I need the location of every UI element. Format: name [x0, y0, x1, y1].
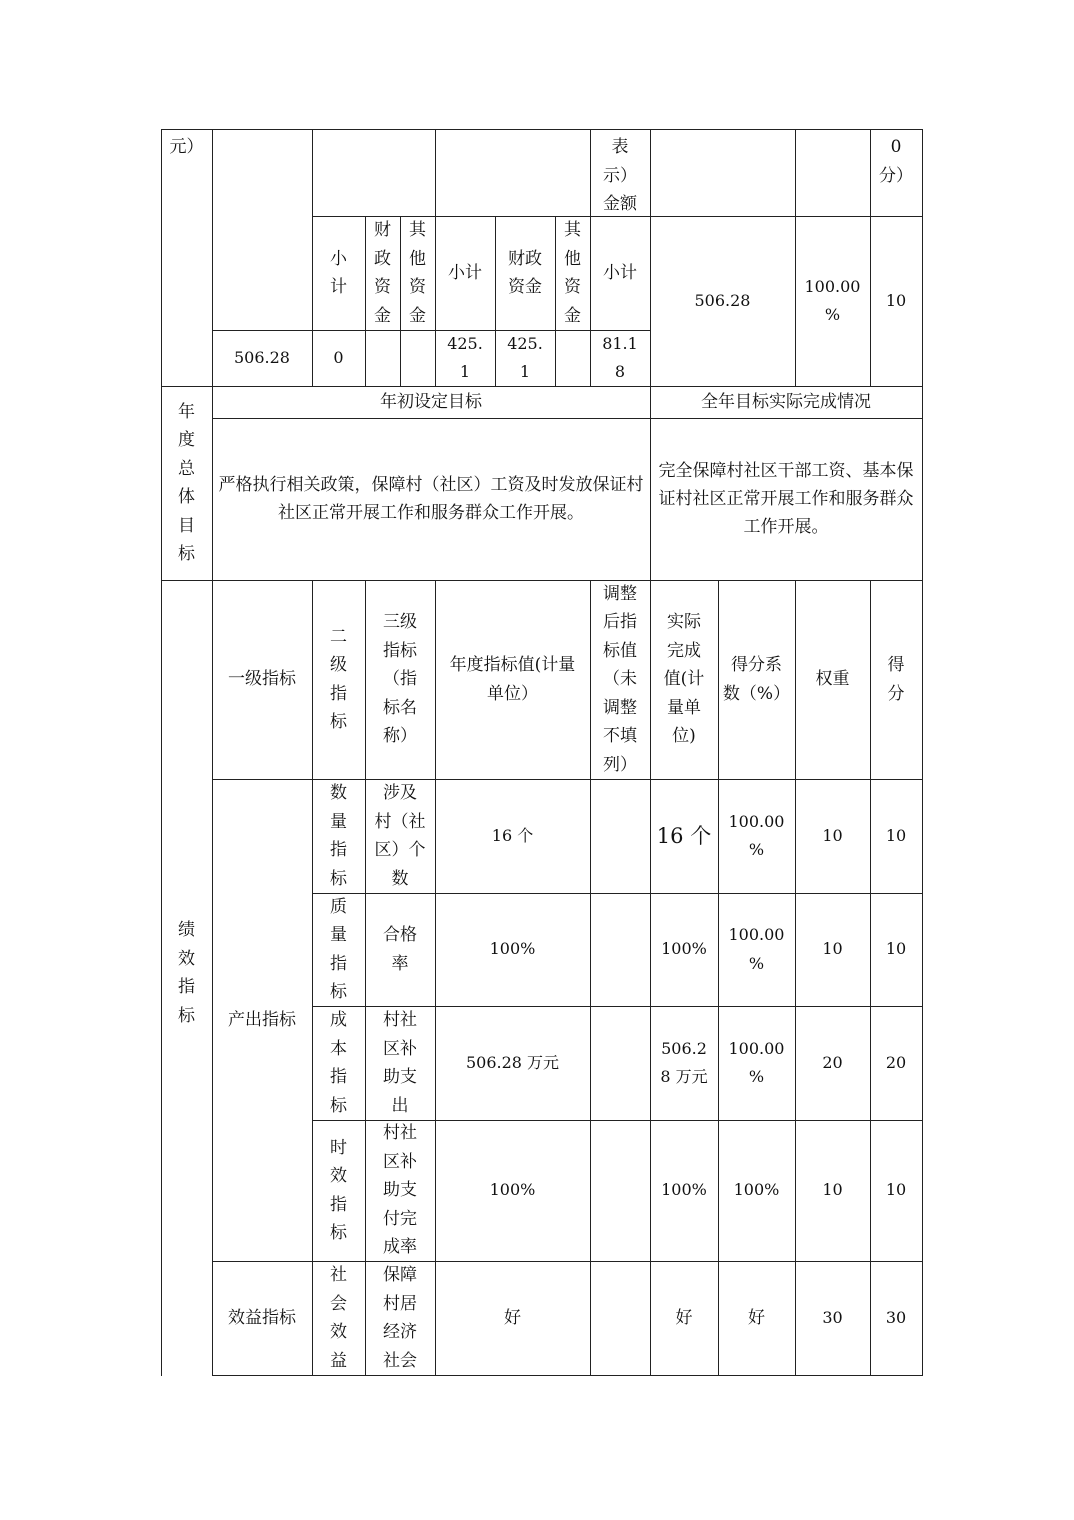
- table-row-1-level2: 质 量 指 标: [330, 896, 347, 1002]
- table-row-4-weight: 30: [822, 1307, 843, 1327]
- table-row-3-weight: 10: [822, 1180, 843, 1200]
- table-row-3-score: 10: [885, 1180, 907, 1200]
- header-score: 得 分: [887, 655, 905, 704]
- table-row-0-value: 16 个: [491, 825, 534, 845]
- table-row-1-weight: 10: [822, 939, 843, 959]
- table-row-0-level3: 涉及 村（社 区）个 数: [374, 783, 426, 889]
- table-row-4-value: 好: [504, 1307, 521, 1328]
- table-row-0-adjusted: [590, 779, 650, 893]
- subtotal-value-1: 0: [333, 347, 344, 367]
- header-score-coefficient: 得分系 数（%）: [722, 655, 791, 704]
- fiscal-funds-header-2: 财政 资金: [508, 248, 542, 297]
- table-row-1-coef: 100.00 %: [728, 925, 785, 973]
- table-row-0-actual: 16 个: [656, 823, 712, 848]
- funding-score: 10: [885, 290, 907, 310]
- table-row-1-level3: 合格 率: [383, 925, 417, 974]
- table-row-0-score: 10: [885, 825, 907, 845]
- table-row-1-adjusted: [590, 893, 650, 1006]
- grid-line: [212, 1375, 923, 1376]
- table-row-4-level2: 社 会 效 益: [330, 1265, 347, 1371]
- other-funds-header-1: 其 他 资 金: [409, 220, 426, 326]
- actual-goal-header: 全年目标实际完成情况: [701, 391, 871, 412]
- table-row-3-adjusted: [590, 1120, 650, 1261]
- table-row-2-adjusted: [590, 1006, 650, 1120]
- table-row-0-level2: 数 量 指 标: [330, 783, 347, 889]
- header-level3: 三级 指标 （指 标名 称）: [383, 612, 417, 747]
- performance-indicator-label: 绩 效 指 标: [178, 920, 195, 1026]
- header-annual-value: 年度指标值(计量 单位）: [449, 655, 576, 704]
- header-level2: 二 级 指 标: [330, 626, 347, 732]
- set-goal-text: 严格执行相关政策，保障村（社区）工资及时发放保证村社区正常开展工作和服务群众工作开展。: [218, 475, 644, 523]
- header-adjusted-value: 调整 后指 标值 （未 调整 不填 列）: [603, 583, 637, 775]
- table-row-2-value: 506.28 万元: [465, 1052, 560, 1072]
- table-row-2-weight: 20: [822, 1052, 843, 1072]
- table-top-border: [161, 129, 923, 130]
- unit-label-tail: 元）: [169, 137, 204, 157]
- table-row-2-score: 20: [885, 1052, 907, 1072]
- subtotal-value-2: 425. 1: [447, 333, 483, 381]
- table-row-2-level2: 成 本 指 标: [330, 1010, 347, 1116]
- table-row-3-coef: 100%: [733, 1180, 780, 1200]
- header-level1: 一级指标: [228, 669, 296, 690]
- output-indicator-label: 产出指标: [228, 1009, 296, 1030]
- total-funds-value: 506.28: [234, 347, 290, 367]
- fiscal-value-2: 425. 1: [507, 333, 543, 381]
- annual-goal-label: 年 度 总 体 目 标: [178, 401, 195, 564]
- header-actual-value: 实际 完成 值(计 量单 位): [663, 612, 705, 747]
- table-row-4-adjusted: [590, 1261, 650, 1375]
- actual-goal-text: 完全保障村社区干部工资、基本保证村社区正常开展工作和服务群众工作开展。: [658, 461, 914, 537]
- table-row-1-value: 100%: [489, 939, 536, 959]
- table-row-4-score: 30: [885, 1307, 907, 1327]
- execution-rate: 100.00 %: [804, 276, 861, 324]
- table-row-1-actual: 100%: [661, 939, 707, 959]
- fiscal-funds-header-1: 财 政 资 金: [374, 220, 391, 326]
- table-row-2-coef: 100.00 %: [728, 1038, 785, 1086]
- table-row-4-level3: 保障 村居 经济 社会: [383, 1265, 417, 1371]
- table-row-2-level3: 村社 区补 助支 出: [383, 1010, 417, 1116]
- table-row-2-actual: 506.2 8 万元: [660, 1038, 708, 1086]
- table-row-3-level2: 时 效 指 标: [330, 1137, 347, 1243]
- table-row-0-coef: 100.00 %: [728, 811, 785, 859]
- table-row-4-coef: 好: [748, 1307, 765, 1328]
- table-row-3-level3: 村社 区补 助支 付完 成率: [383, 1123, 417, 1258]
- other-funds-header-2: 其 他 资 金: [564, 220, 581, 326]
- header-weight: 权重: [815, 669, 850, 690]
- table-row-1-score: 10: [885, 939, 907, 959]
- table-row-4-actual: 好: [675, 1307, 693, 1328]
- table-row-3-actual: 100%: [661, 1180, 707, 1200]
- subtotal-header-2: 小计: [448, 262, 482, 283]
- subtotal-header-3: 小计: [603, 262, 637, 283]
- score-label-tail: 0 分）: [879, 137, 913, 186]
- display-amount-label: 表 示） 金额: [603, 137, 637, 214]
- benefit-indicator-label: 效益指标: [228, 1307, 296, 1328]
- executed-amount: 506.28: [694, 290, 751, 310]
- table-right-border: [922, 129, 923, 1376]
- subtotal-header-1: 小 计: [330, 248, 347, 297]
- table-row-0-weight: 10: [822, 825, 843, 845]
- set-goal-header: 年初设定目标: [380, 391, 482, 412]
- table-row-3-value: 100%: [489, 1180, 536, 1200]
- subtotal-value-3: 81.1 8: [602, 333, 638, 381]
